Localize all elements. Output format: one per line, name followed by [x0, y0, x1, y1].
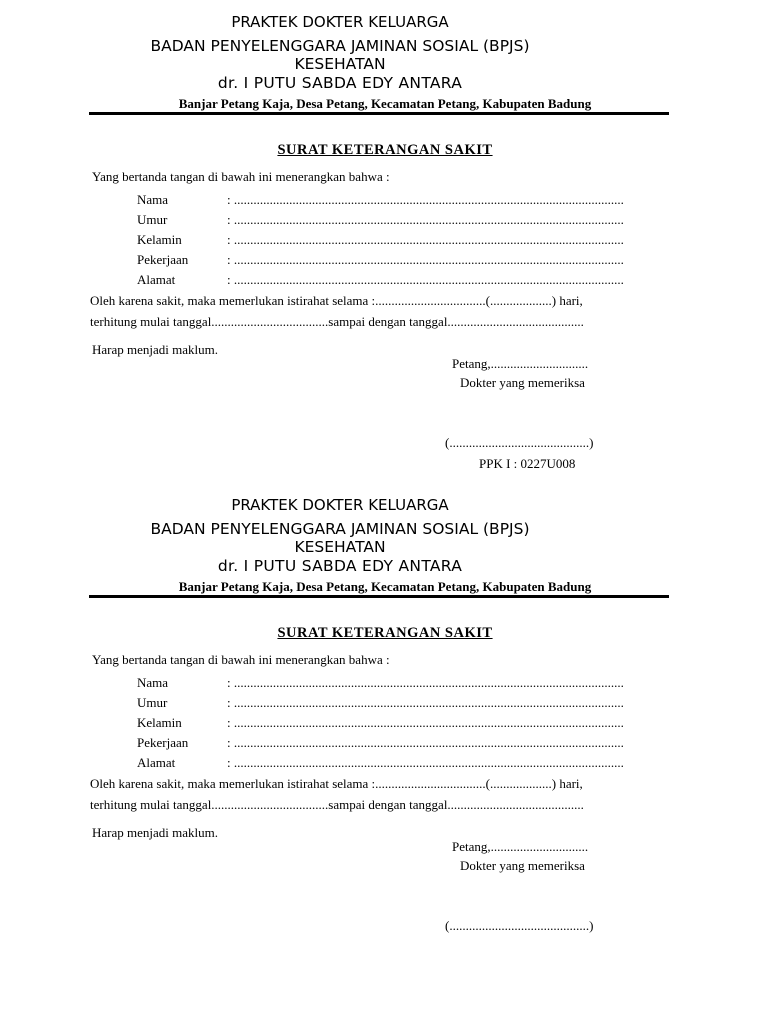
header-doctor-name: dr. I PUTU SABDA EDY ANTARA	[217, 557, 463, 575]
field-label-alamat: Alamat	[137, 755, 176, 770]
header-doctor-name: dr. I PUTU SABDA EDY ANTARA	[217, 74, 463, 92]
field-value-pekerjaan: : ........................................................................................................................	[227, 735, 624, 750]
field-label-pekerjaan: Pekerjaan	[137, 252, 189, 267]
intro-text: Yang bertanda tangan di bawah ini menerangkan bahwa :	[92, 652, 390, 667]
field-label-pekerjaan: Pekerjaan	[137, 735, 189, 750]
header-kesehatan-line: KESEHATAN	[294, 55, 386, 73]
field-label-alamat: Alamat	[137, 272, 176, 287]
field-value-pekerjaan: : ........................................................................................................................	[227, 252, 624, 267]
examining-doctor-label: Dokter yang memeriksa	[460, 375, 585, 390]
closing-text: Harap menjadi maklum.	[92, 825, 218, 840]
field-label-umur: Umur	[137, 695, 168, 710]
field-label-kelamin: Kelamin	[137, 232, 182, 247]
field-label-kelamin: Kelamin	[137, 715, 182, 730]
header-kesehatan-line: KESEHATAN	[294, 538, 386, 556]
signature-line: (...........................................)	[445, 918, 594, 933]
field-value-alamat: : ........................................................................................................................	[227, 755, 624, 770]
field-value-nama: : ........................................................................................................................	[227, 192, 624, 207]
sick-letter-2	[0, 483, 768, 967]
examining-doctor-label: Dokter yang memeriksa	[460, 858, 585, 873]
field-value-umur: : ........................................................................................................................	[227, 212, 624, 227]
field-label-nama: Nama	[137, 675, 169, 690]
header-divider	[89, 112, 669, 115]
header-bpjs-line: BADAN PENYELENGGARA JAMINAN SOSIAL (BPJS)	[150, 520, 530, 538]
field-value-kelamin: : ........................................................................................................................	[227, 715, 624, 730]
letter-title: SURAT KETERANGAN SAKIT	[277, 625, 493, 641]
header-address: Banjar Petang Kaja, Desa Petang, Kecamatan Petang, Kabupaten Badung	[178, 579, 592, 594]
field-value-alamat: : ........................................................................................................................	[227, 272, 624, 287]
signature-line: (...........................................)	[445, 435, 594, 450]
closing-text: Harap menjadi maklum.	[92, 342, 218, 357]
ppk-code: PPK I : 0227U008	[479, 456, 576, 471]
field-value-kelamin: : ........................................................................................................................	[227, 232, 624, 247]
intro-text: Yang bertanda tangan di bawah ini menerangkan bahwa :	[92, 169, 390, 184]
place-date-line: Petang,..............................	[452, 356, 589, 371]
rest-duration-line: Oleh karena sakit, maka memerlukan istirahat selama :..................................(...................) hari,	[90, 293, 583, 308]
rest-duration-line: Oleh karena sakit, maka memerlukan istirahat selama :..................................(...................) hari,	[90, 776, 583, 791]
header-bpjs-line: BADAN PENYELENGGARA JAMINAN SOSIAL (BPJS)	[150, 37, 530, 55]
date-range-line: terhitung mulai tanggal....................................sampai dengan tanggal..........................................	[90, 797, 584, 812]
field-label-nama: Nama	[137, 192, 169, 207]
header-practice-title: PRAKTEK DOKTER KELUARGA	[231, 496, 449, 514]
header-address: Banjar Petang Kaja, Desa Petang, Kecamatan Petang, Kabupaten Badung	[178, 96, 592, 111]
field-value-umur: : ........................................................................................................................	[227, 695, 624, 710]
sick-letter-1	[0, 0, 768, 484]
date-range-line: terhitung mulai tanggal....................................sampai dengan tanggal..........................................	[90, 314, 584, 329]
header-practice-title: PRAKTEK DOKTER KELUARGA	[231, 13, 449, 31]
header-divider	[89, 595, 669, 598]
letter-title: SURAT KETERANGAN SAKIT	[277, 142, 493, 158]
place-date-line: Petang,..............................	[452, 839, 589, 854]
field-label-umur: Umur	[137, 212, 168, 227]
field-value-nama: : ........................................................................................................................	[227, 675, 624, 690]
